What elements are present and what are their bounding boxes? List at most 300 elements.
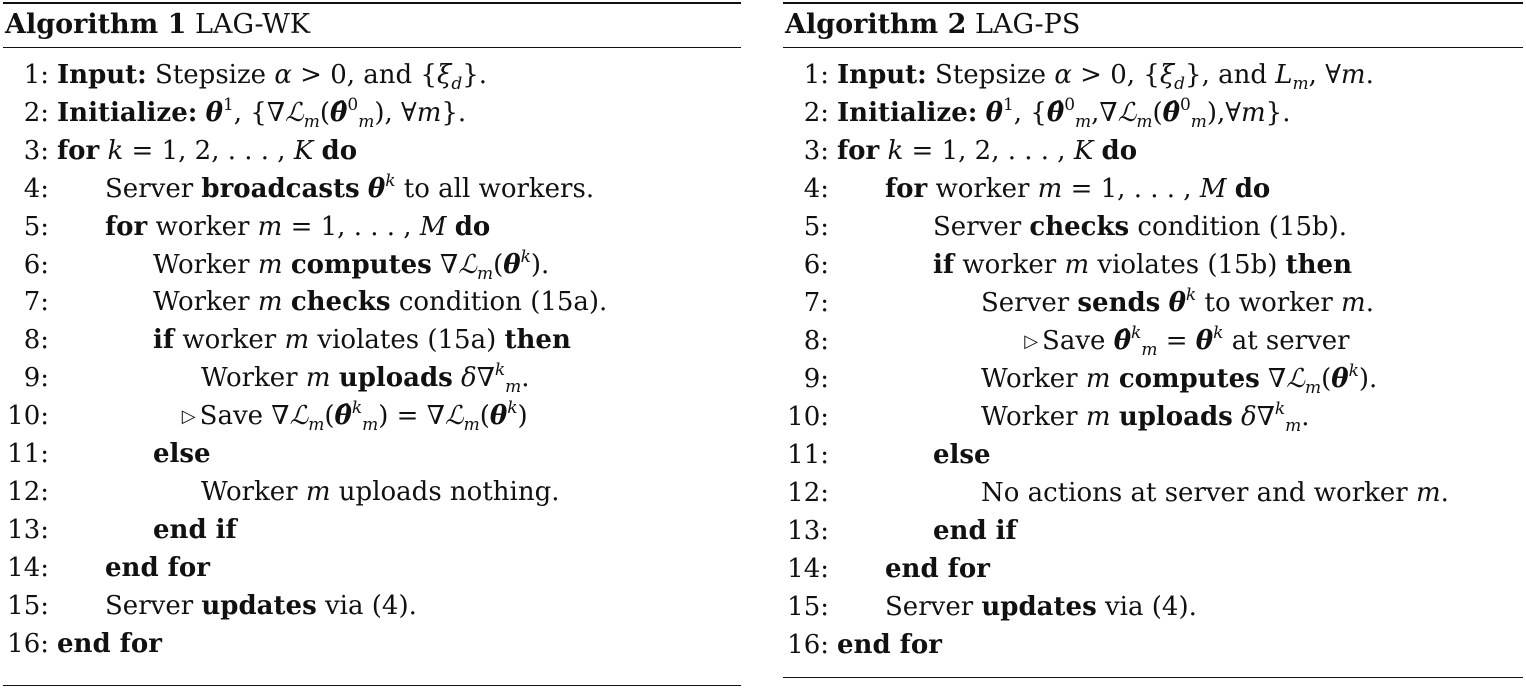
line-code xyxy=(201,359,530,397)
line-number: 12: xyxy=(787,478,829,508)
code-segment: m xyxy=(416,97,442,128)
line-number: 2: xyxy=(23,97,49,128)
code-segment: Server xyxy=(981,288,1078,318)
code-segment xyxy=(1160,288,1168,318)
code-segment: worker xyxy=(954,250,1065,280)
keyword: sends xyxy=(1077,288,1161,318)
code-segment: Stepsize xyxy=(146,60,275,90)
line-code xyxy=(837,132,1137,170)
code-segment: 0 xyxy=(1064,95,1076,115)
line-number: 8: xyxy=(23,325,49,356)
code-segment: θ xyxy=(1195,326,1214,356)
line-number: 9: xyxy=(23,363,49,394)
code-segment: m xyxy=(1075,112,1092,132)
line-code xyxy=(933,512,1017,550)
code-segment: ) xyxy=(517,401,528,432)
code-segment: 0 xyxy=(347,94,359,115)
line-number: 9: xyxy=(803,364,829,394)
code-segment xyxy=(1111,402,1119,432)
code-segment: k xyxy=(1131,323,1142,343)
code-segment xyxy=(1226,174,1234,204)
code-segment: k xyxy=(1348,361,1359,381)
code-segment: via (4). xyxy=(316,590,417,621)
keyword: checks xyxy=(1029,212,1130,242)
algorithm-line xyxy=(3,587,417,625)
line-number: 10: xyxy=(7,401,49,432)
line-number: 4: xyxy=(803,174,829,204)
code-segment: ℒ xyxy=(285,97,304,128)
code-segment: worker xyxy=(927,174,1038,204)
keyword: end if xyxy=(933,516,1017,546)
caption-rule xyxy=(3,47,741,48)
code-segment: = xyxy=(1157,326,1196,356)
code-segment: m xyxy=(1304,378,1322,398)
code-segment: Worker xyxy=(981,402,1086,432)
code-segment: ℒ xyxy=(444,401,464,432)
algorithm-line xyxy=(3,56,487,94)
keyword: end if xyxy=(153,514,237,545)
algorithm-line xyxy=(3,208,490,246)
algorithm-label: Algorithm 2 xyxy=(785,9,967,40)
code-segment: 0 xyxy=(1179,95,1191,115)
code-segment: ℒ xyxy=(458,249,477,280)
keyword: then xyxy=(504,325,571,356)
code-segment: θ xyxy=(1331,364,1349,394)
line-code xyxy=(981,398,1310,436)
code-segment: m xyxy=(1341,288,1366,318)
code-segment: m xyxy=(1190,112,1207,132)
code-segment: Save ∇ xyxy=(199,401,290,432)
algorithm-line xyxy=(3,397,528,435)
code-segment: worker xyxy=(147,211,258,242)
comment-marker-icon: ▷ xyxy=(1024,331,1039,352)
code-segment: . xyxy=(1365,288,1374,318)
algorithm-line xyxy=(783,94,1290,132)
code-segment: violates (15b) xyxy=(1089,250,1286,280)
code-segment xyxy=(1233,402,1241,432)
keyword: if xyxy=(153,325,175,356)
code-segment xyxy=(977,98,985,128)
line-number: 1: xyxy=(23,60,49,90)
code-segment: }. xyxy=(462,60,488,90)
code-segment: 1 xyxy=(222,94,234,115)
code-segment: ) = ∇ xyxy=(378,401,445,432)
algorithm-line xyxy=(783,550,990,588)
code-segment: θ xyxy=(367,173,386,204)
code-segment: violates (15a) xyxy=(309,325,505,356)
algorithm-line xyxy=(3,94,466,132)
code-segment: m xyxy=(1241,98,1266,128)
caption-rule xyxy=(783,47,1523,48)
code-segment: ( xyxy=(319,97,331,128)
code-segment: m xyxy=(1085,364,1111,394)
line-code xyxy=(57,132,357,170)
line-number: 6: xyxy=(803,250,829,280)
code-segment: , ∀ xyxy=(1308,60,1341,90)
code-segment: θ xyxy=(1168,288,1186,318)
code-segment: k xyxy=(520,246,531,267)
line-number: 8: xyxy=(803,326,829,356)
code-segment: ( xyxy=(324,401,335,432)
line-number: 16: xyxy=(787,630,829,660)
keyword: else xyxy=(153,439,211,469)
code-segment: m xyxy=(1340,60,1366,90)
line-code xyxy=(57,94,466,132)
algorithm-line xyxy=(3,321,571,359)
algorithm-line xyxy=(3,132,357,170)
line-number: 10: xyxy=(787,402,829,432)
algorithm-line xyxy=(3,170,594,208)
code-segment: m xyxy=(463,415,480,436)
code-segment: L xyxy=(1275,60,1293,90)
line-code xyxy=(885,550,990,588)
line-code xyxy=(57,625,162,663)
code-segment: M xyxy=(1199,174,1227,204)
code-segment xyxy=(360,174,368,204)
line-number: 3: xyxy=(803,136,829,166)
code-segment: K xyxy=(293,135,314,166)
line-code xyxy=(105,170,594,208)
algorithm-line xyxy=(783,132,1137,170)
line-number: 15: xyxy=(7,590,49,621)
keyword: for xyxy=(837,136,880,166)
code-segment: θ xyxy=(489,401,508,432)
code-segment: δ xyxy=(1241,402,1257,432)
code-segment: ℒ xyxy=(1117,98,1137,128)
code-segment: m xyxy=(362,415,379,436)
code-segment: m xyxy=(358,111,375,132)
code-segment: θ̂ xyxy=(1162,98,1180,128)
keyword: checks xyxy=(290,287,391,318)
keyword: else xyxy=(933,440,991,470)
code-segment: ,∇ xyxy=(1091,98,1118,128)
algorithm-line xyxy=(783,284,1374,322)
algorithm-line xyxy=(783,474,1449,512)
bottom-rule xyxy=(783,677,1523,678)
code-segment: uploads nothing. xyxy=(330,476,560,507)
comment-marker-icon: ▷ xyxy=(181,406,196,428)
line-code xyxy=(105,587,417,625)
code-segment: , {∇ xyxy=(233,97,286,128)
keyword: for xyxy=(57,135,100,166)
line-code xyxy=(105,208,490,246)
code-segment: m xyxy=(1292,74,1309,94)
line-code xyxy=(153,283,607,321)
code-segment: m xyxy=(505,377,522,398)
line-number: 15: xyxy=(787,592,829,622)
code-segment: No actions at server and worker xyxy=(981,478,1416,508)
code-segment: to worker xyxy=(1196,288,1342,318)
code-segment: . xyxy=(1301,402,1310,432)
algorithm-line xyxy=(3,625,162,663)
code-segment: m xyxy=(305,363,331,394)
code-segment: k xyxy=(385,170,396,191)
code-segment: m xyxy=(1141,340,1158,360)
algorithm-line xyxy=(783,322,1350,360)
line-number: 1: xyxy=(803,60,829,90)
keyword: Input: xyxy=(57,60,147,90)
bottom-rule xyxy=(3,685,741,686)
keyword: Input: xyxy=(837,60,927,90)
line-code xyxy=(837,94,1290,132)
code-segment: ∇ xyxy=(1259,364,1287,394)
code-segment: Save xyxy=(1042,326,1114,356)
code-segment: = 1, . . . , xyxy=(282,211,420,242)
code-segment: ∇ xyxy=(1256,402,1275,432)
code-segment xyxy=(446,212,454,242)
algorithm-caption xyxy=(5,6,310,44)
code-segment: d xyxy=(451,74,463,94)
code-segment: M xyxy=(419,211,447,242)
code-segment: k xyxy=(1185,285,1197,305)
code-segment: ). xyxy=(530,249,550,280)
line-code xyxy=(182,397,528,436)
line-number: 6: xyxy=(23,249,49,280)
code-segment: ℒ xyxy=(289,401,309,432)
code-segment: Worker xyxy=(981,364,1086,394)
code-segment: via (4). xyxy=(1096,592,1197,622)
keyword: updates xyxy=(981,592,1097,622)
line-number: 11: xyxy=(7,439,49,469)
algorithm-line xyxy=(783,626,942,664)
line-code xyxy=(1024,322,1349,361)
code-segment: Server xyxy=(105,590,202,621)
line-number: 5: xyxy=(23,211,49,242)
code-segment xyxy=(283,250,291,280)
code-segment: θ̂ xyxy=(334,401,352,432)
keyword: end for xyxy=(885,554,990,584)
keyword: do xyxy=(1101,136,1138,166)
keyword: do xyxy=(454,211,491,242)
code-segment: θ̂ xyxy=(1113,326,1132,356)
code-segment xyxy=(331,363,339,393)
code-segment: m xyxy=(1037,174,1063,204)
code-segment xyxy=(1111,364,1119,394)
code-segment: k xyxy=(507,398,518,419)
code-segment: Worker xyxy=(153,287,258,318)
code-segment: . xyxy=(521,363,530,394)
code-segment: k xyxy=(351,398,363,419)
code-segment: m xyxy=(1064,250,1090,280)
line-code xyxy=(981,360,1377,398)
code-segment: ( xyxy=(479,401,490,432)
line-number: 13: xyxy=(787,516,829,546)
line-number: 4: xyxy=(23,173,49,204)
algorithm-line xyxy=(783,56,1374,94)
code-segment: θ̂ xyxy=(330,97,348,128)
code-segment: d xyxy=(1174,74,1186,94)
keyword: Initialize: xyxy=(837,98,978,128)
line-number: 2: xyxy=(803,98,829,128)
algorithm-line xyxy=(783,588,1197,626)
code-segment: k xyxy=(107,135,124,166)
code-segment: m xyxy=(257,211,283,242)
code-segment: condition (15b). xyxy=(1129,212,1348,242)
top-rule xyxy=(3,2,741,4)
keyword: uploads xyxy=(1118,402,1233,432)
code-segment: = 1, . . . , xyxy=(1062,174,1200,204)
keyword: for xyxy=(885,174,928,204)
line-number: 12: xyxy=(7,476,49,507)
keyword: end for xyxy=(837,630,942,660)
keyword: uploads xyxy=(338,363,453,394)
keyword: computes xyxy=(290,249,432,280)
line-number: 14: xyxy=(787,554,829,584)
code-segment: > 0, { xyxy=(1071,60,1160,90)
code-segment: m xyxy=(1285,416,1302,436)
code-segment: k xyxy=(1213,323,1224,343)
line-code xyxy=(153,246,549,284)
line-number: 7: xyxy=(23,287,49,318)
code-segment: ℒ xyxy=(1286,364,1305,394)
algorithm-line xyxy=(783,170,1270,208)
code-segment xyxy=(197,98,205,128)
code-segment: Server xyxy=(105,173,202,204)
code-segment: m xyxy=(257,249,283,280)
code-segment: worker xyxy=(174,325,285,356)
algorithm-1-box xyxy=(3,0,741,689)
code-segment: Worker xyxy=(201,476,306,507)
line-code xyxy=(57,56,487,94)
algorithm-name: LAG-WK xyxy=(195,9,311,40)
algorithm-line xyxy=(3,473,559,511)
line-code xyxy=(885,170,1270,208)
algorithm-line xyxy=(3,435,211,473)
code-segment: ),∀ xyxy=(1206,98,1241,128)
line-code xyxy=(933,246,1352,284)
keyword: then xyxy=(1285,250,1352,280)
top-rule xyxy=(783,2,1523,4)
code-segment: condition (15a). xyxy=(390,287,608,318)
code-segment: ( xyxy=(1152,98,1163,128)
line-code xyxy=(201,473,559,511)
algorithm-line xyxy=(3,359,530,397)
code-segment: m xyxy=(476,263,494,284)
code-segment: = 1, 2, . . . , xyxy=(123,135,294,166)
code-segment: = 1, 2, . . . , xyxy=(903,136,1074,166)
code-segment: to all workers. xyxy=(395,173,595,204)
line-code xyxy=(933,436,991,474)
keyword: end for xyxy=(105,552,210,583)
algorithm-2-box xyxy=(783,0,1523,689)
line-number: 13: xyxy=(7,514,49,545)
line-code xyxy=(153,511,237,549)
algorithm-line xyxy=(3,283,607,321)
code-segment: k xyxy=(1274,399,1286,419)
line-number: 7: xyxy=(803,288,829,318)
code-segment xyxy=(879,136,887,166)
code-segment xyxy=(453,363,461,393)
line-code xyxy=(981,474,1449,512)
code-segment: ∇ xyxy=(431,249,459,280)
keyword: for xyxy=(105,211,148,242)
line-code xyxy=(153,321,571,359)
code-segment: Server xyxy=(933,212,1030,242)
algorithm-caption xyxy=(785,6,1080,44)
code-segment: m xyxy=(305,476,331,507)
line-code xyxy=(153,435,211,473)
code-segment: k xyxy=(494,360,506,381)
algorithm-line xyxy=(3,511,237,549)
code-segment: ). xyxy=(1358,364,1378,394)
algorithm-line xyxy=(783,360,1377,398)
code-segment: m xyxy=(308,415,325,436)
code-segment: θ̂ xyxy=(1046,98,1065,128)
code-segment: m xyxy=(1415,478,1441,508)
algorithm-line xyxy=(783,398,1310,436)
code-segment: }, and xyxy=(1185,60,1276,90)
keyword: if xyxy=(933,250,955,280)
line-number: 14: xyxy=(7,552,49,583)
keyword: computes xyxy=(1118,364,1260,394)
code-segment: Server xyxy=(885,592,982,622)
code-segment: θ xyxy=(985,98,1003,128)
keyword: do xyxy=(321,135,358,166)
line-code xyxy=(981,284,1374,322)
code-segment: ), ∀ xyxy=(374,97,417,128)
code-segment xyxy=(1093,136,1101,166)
keyword: updates xyxy=(201,590,317,621)
code-segment: at server xyxy=(1223,326,1350,356)
algorithm-line xyxy=(783,208,1347,246)
code-segment: Stepsize xyxy=(926,60,1055,90)
line-number: 3: xyxy=(23,135,49,166)
code-segment: θ xyxy=(503,249,521,280)
algorithm-line xyxy=(3,549,210,587)
keyword: Initialize: xyxy=(57,97,198,128)
line-code xyxy=(885,588,1197,626)
algorithm-line xyxy=(783,512,1017,550)
code-segment: . xyxy=(1440,478,1449,508)
keyword: end for xyxy=(57,628,162,659)
code-segment: m xyxy=(303,111,320,132)
code-segment: Worker xyxy=(201,363,306,394)
code-segment xyxy=(283,287,291,317)
code-segment: α xyxy=(274,60,292,90)
algorithm-line xyxy=(783,436,991,474)
line-code xyxy=(837,56,1374,94)
code-segment: ( xyxy=(1321,364,1332,394)
code-segment: m xyxy=(1085,402,1111,432)
algorithm-line xyxy=(783,246,1352,284)
keyword: broadcasts xyxy=(201,173,360,204)
code-segment: k xyxy=(887,136,904,166)
code-segment: }. xyxy=(441,97,467,128)
line-code xyxy=(837,626,942,664)
code-segment: ( xyxy=(493,249,504,280)
code-segment: m xyxy=(257,287,283,318)
code-segment xyxy=(313,136,321,166)
code-segment: 1 xyxy=(1002,95,1014,115)
code-segment: Worker xyxy=(153,249,258,280)
code-segment: m xyxy=(284,325,310,356)
code-segment: . xyxy=(1365,60,1374,90)
line-code xyxy=(105,549,210,587)
algorithm-name: LAG-PS xyxy=(975,9,1081,40)
algorithm-label: Algorithm 1 xyxy=(5,9,187,40)
code-segment: > 0, and { xyxy=(291,60,437,90)
code-segment: m xyxy=(1136,112,1153,132)
code-segment: ξ xyxy=(1159,60,1175,90)
line-number: 5: xyxy=(803,212,829,242)
keyword: do xyxy=(1234,174,1271,204)
code-segment: }. xyxy=(1265,98,1291,128)
code-segment: K xyxy=(1073,136,1094,166)
code-segment: , { xyxy=(1013,98,1047,128)
code-segment: δ xyxy=(461,363,477,394)
code-segment: α xyxy=(1054,60,1072,90)
algorithm-line xyxy=(3,246,549,284)
